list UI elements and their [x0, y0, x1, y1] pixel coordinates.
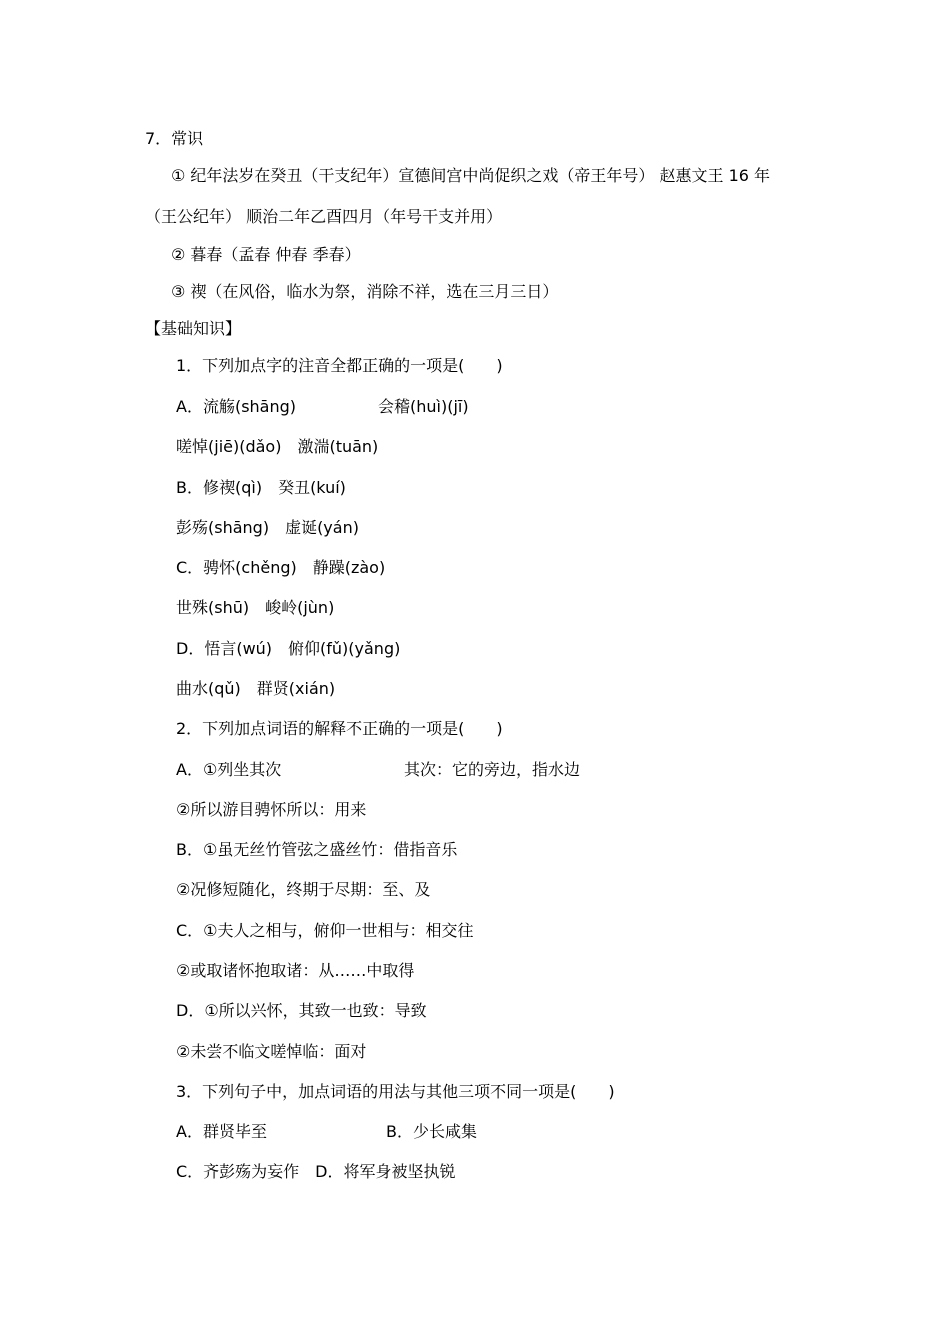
- q3-option-b: B．少长咸集: [386, 1122, 477, 1141]
- q1-option-d-part-1: D．悟言(wú) 俯仰(fǔ)(yǎng): [176, 639, 401, 658]
- section-7-heading: 7．常识: [145, 129, 204, 148]
- q1-option-b-part-1: B．修禊(qì) 癸丑(kuí): [176, 478, 346, 497]
- q1-option-b-part-2: 彭殇(shāng) 虚诞(yán): [176, 518, 359, 537]
- q2-option-a-item-2: ②所以游目骋怀所以：用来: [176, 800, 367, 819]
- section-7-item-2: ② 暮春（孟春 仲春 季春）: [171, 245, 361, 264]
- q3-options-c-d: C．齐彭殇为妄作 D．将军身被坚执锐: [176, 1162, 456, 1181]
- q2-option-d-item-2: ②未尝不临文嗟悼临：面对: [176, 1042, 367, 1061]
- q1-option-a-part-2: 会稽(huì)(jī): [378, 397, 469, 416]
- q2-option-b-item-1: B．①虽无丝竹管弦之盛丝竹：借指音乐: [176, 840, 458, 859]
- q3-stem: 3．下列句子中，加点词语的用法与其他三项不同一项是( ): [176, 1082, 615, 1101]
- section-7-item-1-line-2: （王公纪年） 顺治二年乙酉四月（年号干支并用）: [145, 207, 503, 226]
- q1-option-a-part-1: A．流觞(shāng): [176, 397, 297, 416]
- q2-option-a-item-1: A．①列坐其次: [176, 760, 282, 779]
- basics-heading: 【基础知识】: [145, 319, 242, 338]
- q1-option-a-part-3: 嗟悼(jiē)(dǎo) 激湍(tuān): [176, 437, 379, 456]
- q2-option-a-item-1-explanation: 其次：它的旁边，指水边: [404, 760, 581, 779]
- section-7-item-3: ③ 禊（在风俗，临水为祭，消除不祥，选在三月三日）: [171, 282, 559, 301]
- q2-option-b-item-2: ②况修短随化，终期于尽期：至、及: [176, 880, 431, 899]
- q2-stem: 2．下列加点词语的解释不正确的一项是( ): [176, 719, 503, 738]
- q2-option-c-item-2: ②或取诸怀抱取诸：从……中取得: [176, 961, 415, 980]
- q1-option-c-part-2: 世殊(shū) 峻岭(jùn): [176, 598, 335, 617]
- q1-option-c-part-1: C．骋怀(chěng) 静躁(zào): [176, 558, 386, 577]
- q1-stem: 1．下列加点字的注音全都正确的一项是( ): [176, 356, 503, 375]
- q1-option-d-part-2: 曲水(qǔ) 群贤(xián): [176, 679, 336, 698]
- q2-option-d-item-1: D．①所以兴怀，其致一也致：导致: [176, 1001, 427, 1020]
- section-7-item-1-line-1: ① 纪年法岁在癸丑（干支纪年）宣德间宫中尚促织之戏（帝王年号） 赵惠文王 16 年: [171, 166, 771, 185]
- q2-option-c-item-1: C．①夫人之相与，俯仰一世相与：相交往: [176, 921, 474, 940]
- q3-option-a: A．群贤毕至: [176, 1122, 267, 1141]
